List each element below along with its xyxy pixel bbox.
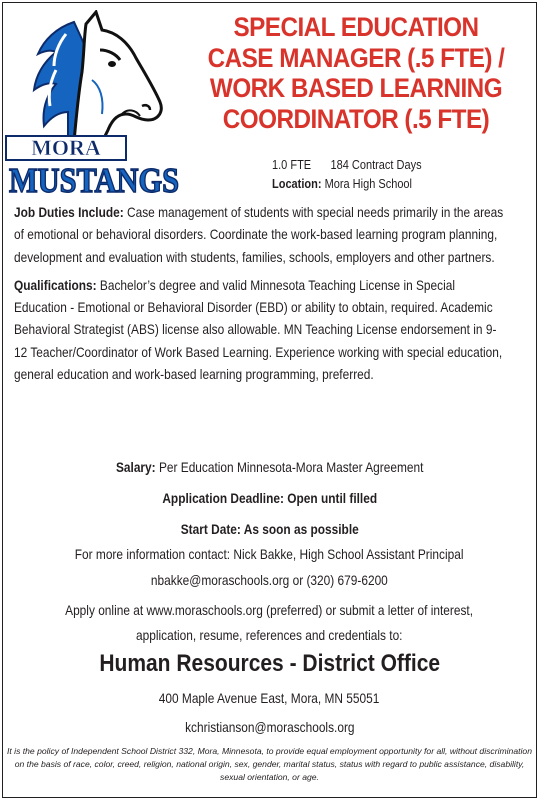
fte-value: 1.0 FTE [272, 158, 312, 172]
job-duties-paragraph [14, 202, 504, 269]
title-line: WORK BASED LEARNING [209, 73, 503, 103]
logo-word-mora: MORA [31, 135, 101, 160]
logo-word-mustangs: MUSTANGS [9, 161, 179, 200]
qualifications-paragraph [14, 275, 504, 386]
qualifications-text: Bachelor’s degree and valid Minnesota Teaching License in Special Education - Emotional or Behavioral Disorder (EBD) or ability to obtain, required. Academic Behavioral Strategist (ABS) license also allowable. MN Teaching License endorsement in 9-12 Teacher/Coordinator of Work Based Learning. Experience working with special education, general education and work-based learning programming, preferred. [14, 277, 503, 383]
office-name: Human Resources - District Office [99, 650, 440, 677]
salary-label: Salary: [115, 460, 156, 475]
salary-value: Per Education Minnesota-Mora Master Agreement [158, 460, 424, 475]
qualifications-label: Qualifications: [14, 277, 97, 293]
position-meta [272, 156, 422, 194]
office-heading [0, 649, 539, 679]
application-deadline: Application Deadline: Open until filled [162, 491, 377, 506]
mora-mustangs-logo [4, 10, 190, 200]
contact-email-line [0, 570, 539, 592]
mustang-head-icon [4, 10, 190, 200]
hr-email-line [0, 717, 539, 739]
hr-email[interactable]: kchristianson@moraschools.org [184, 720, 355, 735]
eeo-policy: It is the policy of Independent School District 332, Mora, Minnesota, to provide equal employment opportunity for all, without discrimination on the basis of race, color, creed, religion, national origin, sex, gender, marital status, status with regard to public assistance, disability, sexual orientation, or age. [7, 746, 532, 782]
fte-days-line [272, 156, 422, 175]
salary-line [0, 457, 539, 479]
deadline-line [0, 488, 539, 510]
job-duties-label: Job Duties Include: [14, 205, 124, 220]
start-date: Start Date: As soon as possible [180, 522, 359, 537]
location-label: Location: [272, 177, 322, 191]
contact-email[interactable]: nbakke@moraschools.org or (320) 679-6200 [151, 573, 388, 588]
office-address: 400 Maple Avenue East, Mora, MN 55051 [159, 691, 380, 706]
contact-line [0, 544, 539, 566]
apply-line-2 [0, 625, 539, 647]
start-date-line [0, 519, 539, 541]
apply-text-2: application, resume, references and credentials to: [136, 628, 403, 643]
job-title [189, 12, 524, 134]
location-value: Mora High School [324, 177, 413, 191]
apply-text-1: Apply online at www.moraschools.org (preferred) or submit a letter of interest, [65, 603, 474, 618]
contract-days: 184 Contract Days [330, 158, 422, 172]
title-line: COORDINATOR (.5 FTE) [222, 103, 490, 134]
apply-line-1 [0, 600, 539, 622]
location-line [272, 175, 422, 194]
title-line: SPECIAL EDUCATION [233, 12, 479, 42]
job-description [14, 202, 504, 386]
address-line [0, 688, 539, 710]
contact-text: For more information contact: Nick Bakke, High School Assistant Principal [75, 547, 464, 562]
title-line: CASE MANAGER (.5 FTE) / [207, 42, 505, 73]
job-duties-text: Case management of students with special needs primarily in the areas of emotional or behavioral disorders. Coordinate the work-based learning program planning, development and evaluation with students, families, schools, employers and other partners. [14, 205, 504, 265]
